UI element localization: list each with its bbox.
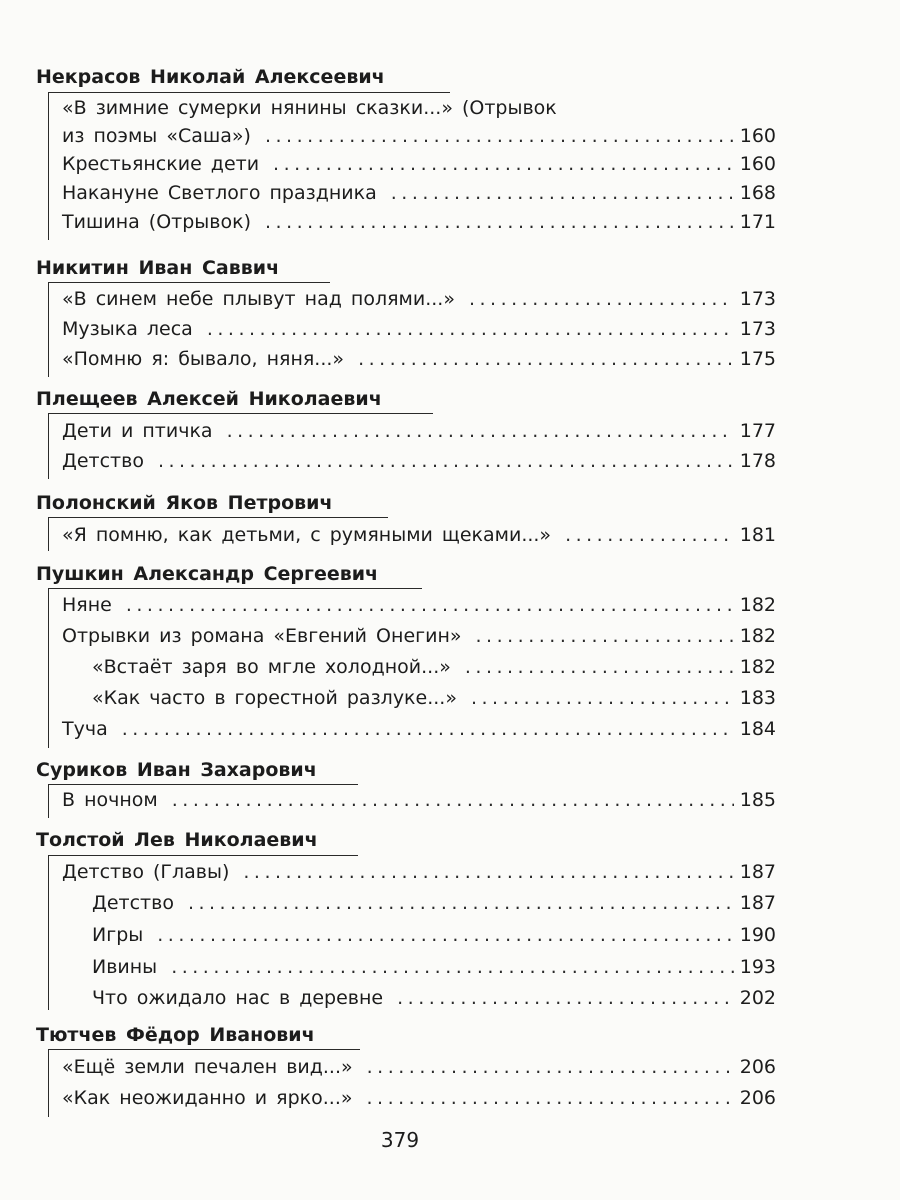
entry-page: 193 [739,956,776,978]
author-rule [48,282,330,283]
leader-dots [243,861,733,883]
author-heading: Некрасов Николай Алексеевич [36,66,385,88]
author-rule [48,413,433,414]
leader-dots [367,1056,734,1078]
entry-title: Дети и птичка [62,420,213,442]
entry-page: 187 [739,892,776,914]
toc-entry[interactable] [62,153,776,175]
entry-page: 178 [739,450,776,472]
toc-entry[interactable] [62,318,776,340]
author-heading: Толстой Лев Николаевич [36,829,318,851]
author-heading: Пушкин Александр Сергеевич [36,563,379,585]
entry-title: Крестьянские дети [62,153,260,175]
entry-title: Отрывки из романа «Евгений Онегин» [62,625,462,647]
toc-entry[interactable] [62,348,776,370]
leader-dots [188,892,734,914]
entry-page: 206 [739,1056,776,1078]
entry-title: Детство (Главы) [62,861,230,883]
section-bracket [48,588,49,748]
entry-title: Игры [92,924,144,946]
entry-page: 168 [739,182,776,204]
toc-entry[interactable] [92,656,776,678]
leader-dots [358,348,734,370]
author-rule [48,92,450,93]
entry-title-line: «В зимние сумерки нянины сказки...» (Отрывок [62,97,557,119]
leader-dots [126,594,734,616]
leader-dots [207,318,734,340]
section-bracket [48,1049,49,1117]
entry-page: 202 [739,987,776,1009]
toc-entry[interactable] [62,1087,776,1109]
leader-dots [265,125,734,147]
entry-title: В ночном [62,789,158,811]
entry-page: 160 [739,125,776,147]
entry-title: из поэмы «Саша») [62,125,251,147]
entry-title: Туча [62,718,108,740]
leader-dots [157,924,733,946]
author-rule [48,855,358,856]
author-heading: Суриков Иван Захарович [36,759,317,781]
toc-entry[interactable] [62,625,776,647]
leader-dots [465,656,734,678]
leader-dots [158,450,734,472]
author-heading: Тютчев Фёдор Иванович [36,1024,315,1046]
entry-page: 173 [739,318,776,340]
author-rule [48,784,358,785]
entry-page: 206 [739,1087,776,1109]
entry-page: 182 [739,625,776,647]
leader-dots [397,987,734,1009]
entry-title: «Помню я: бывало, няня...» [62,348,345,370]
toc-entry[interactable] [62,789,776,811]
toc-entry[interactable] [62,861,776,883]
entry-page: 171 [739,211,776,233]
author-rule [48,1049,360,1050]
entry-title: Накануне Светлого праздника [62,182,377,204]
author-rule [48,588,422,589]
leader-dots [171,956,734,978]
leader-dots [265,211,734,233]
author-heading: Никитин Иван Саввич [36,257,280,279]
entry-title: Детство [92,892,174,914]
entry-page: 182 [739,594,776,616]
entry-title: Музыка леса [62,318,193,340]
entry-title: «Ещё земли печален вид...» [62,1056,353,1078]
entry-page: 184 [739,718,776,740]
entry-page: 185 [739,789,776,811]
entry-page: 177 [739,420,776,442]
leader-dots [471,687,734,709]
entry-page: 190 [739,924,776,946]
entry-page: 173 [739,288,776,310]
entry-page: 182 [739,656,776,678]
entry-title: Тишина (Отрывок) [62,211,252,233]
entry-page: 175 [739,348,776,370]
toc-entry[interactable] [92,687,776,709]
toc-entry[interactable] [62,125,776,147]
section-bracket [48,517,49,551]
entry-title: «Я помню, как детьми, с румяными щеками...» [62,524,552,546]
leader-dots [366,1087,733,1109]
author-heading: Полонский Яков Петрович [36,492,333,514]
toc-entry[interactable] [62,450,776,472]
entry-title: Детство [62,450,144,472]
author-rule [48,517,388,518]
toc-entry[interactable] [92,956,776,978]
leader-dots [122,718,734,740]
entry-page: 187 [739,861,776,883]
entry-page: 183 [739,687,776,709]
entry-title: «В синем небе плывут над полями...» [62,288,455,310]
entry-page: 160 [739,153,776,175]
toc-entry[interactable] [62,718,776,740]
entry-title: Ивины [92,956,158,978]
toc-entry[interactable] [62,211,776,233]
section-bracket [48,282,49,377]
leader-dots [172,789,734,811]
section-bracket [48,413,49,479]
entry-title: Няне [62,594,112,616]
toc-entry[interactable] [62,594,776,616]
toc-entry[interactable] [62,420,776,442]
toc-entry[interactable] [92,924,776,946]
toc-entry[interactable] [62,1056,776,1078]
section-bracket [48,92,49,240]
toc-entry[interactable] [62,288,776,310]
leader-dots [469,288,734,310]
entry-title: «Как часто в горестной разлуке...» [92,687,457,709]
toc-entry[interactable] [92,987,776,1009]
entry-title: «Встаёт заря во мгле холодной...» [92,656,451,678]
page-number: 379 [380,1128,420,1152]
leader-dots [391,182,734,204]
leader-dots [273,153,734,175]
leader-dots [476,625,734,647]
leader-dots [227,420,734,442]
author-heading: Плещеев Алексей Николаевич [36,388,382,410]
toc-entry[interactable] [62,182,776,204]
toc-entry[interactable] [92,892,776,914]
entry-page: 181 [739,524,776,546]
entry-title: «Как неожиданно и ярко...» [62,1087,353,1109]
toc-entry[interactable] [62,524,776,546]
entry-title: Что ожидало нас в деревне [92,987,384,1009]
section-bracket [48,784,49,818]
section-bracket [48,855,49,1010]
leader-dots [565,524,734,546]
